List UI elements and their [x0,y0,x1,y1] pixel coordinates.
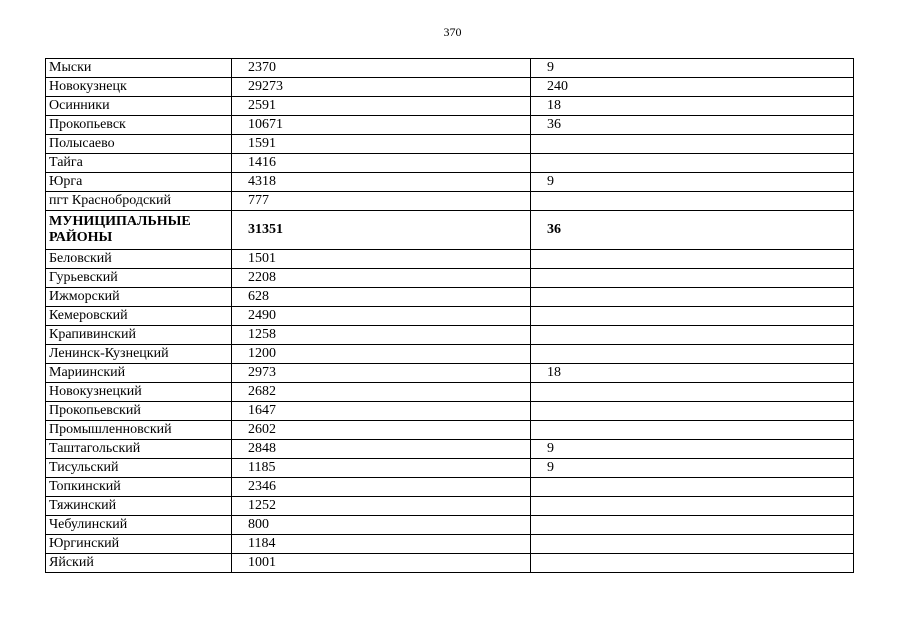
table-row [46,173,854,192]
table-row [46,59,854,78]
table-row [46,421,854,440]
table-row [46,516,854,535]
cell-value: 31351 [232,211,531,250]
cell-name: Новокузнецкий [46,383,232,402]
cell-value: 2848 [232,440,531,459]
table-row [46,497,854,516]
data-table [45,58,854,573]
cell-extra [531,326,854,345]
cell-extra [531,307,854,326]
cell-name: Кемеровский [46,307,232,326]
table-row [46,154,854,173]
table-row [46,383,854,402]
cell-value: 777 [232,192,531,211]
cell-extra [531,383,854,402]
table-body [46,59,854,573]
cell-extra [531,535,854,554]
cell-extra [531,135,854,154]
cell-name: Мариинский [46,364,232,383]
table-row [46,345,854,364]
cell-name: Прокопьевский [46,402,232,421]
cell-value: 2208 [232,269,531,288]
table-row [46,402,854,421]
cell-value: 1416 [232,154,531,173]
cell-value: 1591 [232,135,531,154]
cell-value: 2602 [232,421,531,440]
cell-extra [531,478,854,497]
cell-value: 1252 [232,497,531,516]
cell-extra: 18 [531,364,854,383]
cell-extra: 36 [531,211,854,250]
table-row [46,326,854,345]
cell-name: пгт Краснобродский [46,192,232,211]
cell-value: 2490 [232,307,531,326]
cell-extra [531,269,854,288]
table-row [46,440,854,459]
cell-value: 29273 [232,78,531,97]
cell-name: Таштагольский [46,440,232,459]
cell-extra: 9 [531,459,854,478]
cell-name: МУНИЦИПАЛЬНЫЕ РАЙОНЫ [46,211,232,250]
table-row [46,478,854,497]
cell-value: 1200 [232,345,531,364]
table-row [46,554,854,573]
table-row [46,116,854,135]
cell-value: 2346 [232,478,531,497]
cell-name: Ленинск-Кузнецкий [46,345,232,364]
cell-name: Новокузнецк [46,78,232,97]
cell-name: Мыски [46,59,232,78]
cell-name: Прокопьевск [46,116,232,135]
cell-name: Промышленновский [46,421,232,440]
table-row [46,364,854,383]
cell-extra: 36 [531,116,854,135]
cell-extra [531,402,854,421]
cell-extra: 9 [531,173,854,192]
cell-value: 2973 [232,364,531,383]
cell-extra [531,497,854,516]
cell-value: 800 [232,516,531,535]
cell-name: Полысаево [46,135,232,154]
cell-name: Беловский [46,250,232,269]
cell-name: Тайга [46,154,232,173]
table-row-section-total [46,211,854,250]
cell-extra [531,345,854,364]
cell-name: Юрга [46,173,232,192]
cell-extra: 18 [531,97,854,116]
cell-extra [531,421,854,440]
cell-extra [531,288,854,307]
table-row [46,269,854,288]
cell-extra [531,154,854,173]
table-row [46,288,854,307]
table-row [46,78,854,97]
cell-value: 1185 [232,459,531,478]
cell-value: 10671 [232,116,531,135]
table-row [46,307,854,326]
cell-name: Яйский [46,554,232,573]
cell-extra [531,192,854,211]
cell-value: 628 [232,288,531,307]
cell-name: Осинники [46,97,232,116]
cell-value: 1001 [232,554,531,573]
cell-extra: 9 [531,59,854,78]
cell-name: Юргинский [46,535,232,554]
cell-value: 4318 [232,173,531,192]
cell-value: 2682 [232,383,531,402]
table-row [46,250,854,269]
table-row [46,459,854,478]
table-row [46,97,854,116]
cell-extra [531,516,854,535]
cell-value: 1501 [232,250,531,269]
cell-name: Топкинский [46,478,232,497]
cell-name: Ижморский [46,288,232,307]
table-row [46,135,854,154]
page-number: 370 [443,25,462,39]
cell-name: Крапивинский [46,326,232,345]
cell-value: 2370 [232,59,531,78]
cell-name: Гурьевский [46,269,232,288]
cell-name: Чебулинский [46,516,232,535]
cell-extra: 9 [531,440,854,459]
cell-extra [531,250,854,269]
cell-value: 1184 [232,535,531,554]
cell-extra [531,554,854,573]
table-row [46,192,854,211]
table-row [46,535,854,554]
cell-name: Тяжинский [46,497,232,516]
cell-name: Тисульский [46,459,232,478]
cell-value: 1258 [232,326,531,345]
cell-value: 2591 [232,97,531,116]
cell-extra: 240 [531,78,854,97]
cell-value: 1647 [232,402,531,421]
